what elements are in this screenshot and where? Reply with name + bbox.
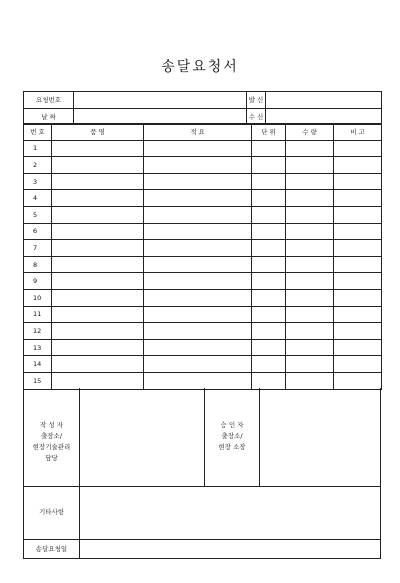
description-cell[interactable] bbox=[144, 323, 252, 340]
receiver-label: 수 신 bbox=[247, 108, 266, 125]
description-cell[interactable] bbox=[144, 289, 252, 306]
approver-label: 승 인 자 출장소/ 현장 소장 bbox=[218, 421, 246, 451]
remarks-cell[interactable] bbox=[334, 273, 382, 290]
unit-cell[interactable] bbox=[252, 256, 286, 273]
quantity-cell[interactable] bbox=[286, 306, 334, 323]
writer-label: 작 성 자 출장소/ 현장기술관리 담당 bbox=[32, 421, 71, 462]
table-row bbox=[24, 372, 382, 389]
table-row bbox=[24, 173, 382, 190]
row-number: 9 bbox=[24, 273, 52, 290]
row-number: 12 bbox=[24, 323, 52, 340]
description-cell[interactable] bbox=[144, 372, 252, 389]
description-cell[interactable] bbox=[144, 140, 252, 157]
page-title: 송달요청서 bbox=[161, 59, 239, 75]
unit-cell[interactable] bbox=[252, 339, 286, 356]
sender-label: 발 신 bbox=[247, 92, 266, 109]
unit-cell[interactable] bbox=[252, 289, 286, 306]
table-row bbox=[24, 240, 382, 257]
unit-cell[interactable] bbox=[252, 223, 286, 240]
description-cell[interactable] bbox=[144, 306, 252, 323]
row-number: 13 bbox=[24, 339, 52, 356]
row-number: 8 bbox=[24, 256, 52, 273]
writer-signature-field[interactable] bbox=[80, 388, 204, 486]
delivery-date-label: 송달요청일 bbox=[35, 545, 68, 553]
quantity-cell[interactable] bbox=[286, 206, 334, 223]
row-number: 2 bbox=[24, 157, 52, 174]
remarks-cell[interactable] bbox=[334, 306, 382, 323]
item-name-cell[interactable] bbox=[52, 273, 144, 290]
table-row bbox=[24, 289, 382, 306]
row-number: 7 bbox=[24, 240, 52, 257]
description-cell[interactable] bbox=[144, 273, 252, 290]
unit-cell[interactable] bbox=[252, 190, 286, 207]
remarks-cell[interactable] bbox=[334, 289, 382, 306]
quantity-cell[interactable] bbox=[286, 223, 334, 240]
row-number: 4 bbox=[24, 190, 52, 207]
item-name-cell[interactable] bbox=[52, 173, 144, 190]
notes-label: 기타사항 bbox=[38, 508, 65, 516]
item-name-cell[interactable] bbox=[52, 157, 144, 174]
description-cell[interactable] bbox=[144, 339, 252, 356]
description-cell[interactable] bbox=[144, 356, 252, 373]
items-table bbox=[23, 123, 382, 390]
remarks-cell[interactable] bbox=[334, 356, 382, 373]
remarks-cell[interactable] bbox=[334, 372, 382, 389]
row-number: 3 bbox=[24, 173, 52, 190]
description-cell[interactable] bbox=[144, 173, 252, 190]
remarks-cell[interactable] bbox=[334, 173, 382, 190]
table-row bbox=[24, 323, 382, 340]
unit-cell[interactable] bbox=[252, 157, 286, 174]
item-name-cell[interactable] bbox=[52, 206, 144, 223]
col-remarks: 비 고 bbox=[334, 124, 382, 141]
unit-cell[interactable] bbox=[252, 323, 286, 340]
item-name-cell[interactable] bbox=[52, 356, 144, 373]
description-cell[interactable] bbox=[144, 256, 252, 273]
quantity-cell[interactable] bbox=[286, 173, 334, 190]
request-no-label: 요청번호 bbox=[24, 92, 74, 109]
remarks-cell[interactable] bbox=[334, 256, 382, 273]
quantity-cell[interactable] bbox=[286, 323, 334, 340]
item-name-cell[interactable] bbox=[52, 289, 144, 306]
description-cell[interactable] bbox=[144, 190, 252, 207]
table-row bbox=[24, 339, 382, 356]
quantity-cell[interactable] bbox=[286, 289, 334, 306]
remarks-cell[interactable] bbox=[334, 223, 382, 240]
row-number: 6 bbox=[24, 223, 52, 240]
table-row bbox=[24, 190, 382, 207]
row-number: 14 bbox=[24, 356, 52, 373]
quantity-cell[interactable] bbox=[286, 372, 334, 389]
quantity-cell[interactable] bbox=[286, 240, 334, 257]
row-number: 10 bbox=[24, 289, 52, 306]
quantity-cell[interactable] bbox=[286, 356, 334, 373]
unit-cell[interactable] bbox=[252, 356, 286, 373]
col-description: 적 요 bbox=[144, 124, 252, 141]
date-label: 날 짜 bbox=[24, 108, 74, 125]
description-cell[interactable] bbox=[144, 240, 252, 257]
remarks-cell[interactable] bbox=[334, 206, 382, 223]
header-info-table bbox=[23, 91, 382, 125]
row-number: 11 bbox=[24, 306, 52, 323]
notes-field[interactable] bbox=[80, 487, 381, 539]
remarks-cell[interactable] bbox=[334, 157, 382, 174]
column-header-row bbox=[24, 124, 382, 141]
item-name-cell[interactable] bbox=[52, 256, 144, 273]
table-row bbox=[24, 273, 382, 290]
table-row bbox=[24, 223, 382, 240]
table-row bbox=[24, 256, 382, 273]
col-unit: 단 위 bbox=[252, 124, 286, 141]
quantity-cell[interactable] bbox=[286, 140, 334, 157]
remarks-cell[interactable] bbox=[334, 190, 382, 207]
table-row bbox=[24, 206, 382, 223]
unit-cell[interactable] bbox=[252, 173, 286, 190]
quantity-cell[interactable] bbox=[286, 190, 334, 207]
item-name-cell[interactable] bbox=[52, 140, 144, 157]
item-name-cell[interactable] bbox=[52, 339, 144, 356]
description-cell[interactable] bbox=[144, 223, 252, 240]
table-row bbox=[24, 356, 382, 373]
item-name-cell[interactable] bbox=[52, 372, 144, 389]
approver-signature-field[interactable] bbox=[260, 388, 381, 486]
col-item-name: 품 명 bbox=[52, 124, 144, 141]
quantity-cell[interactable] bbox=[286, 256, 334, 273]
request-no-row bbox=[24, 92, 382, 109]
unit-cell[interactable] bbox=[252, 240, 286, 257]
remarks-cell[interactable] bbox=[334, 339, 382, 356]
unit-cell[interactable] bbox=[252, 306, 286, 323]
approval-section bbox=[23, 388, 381, 559]
quantity-cell[interactable] bbox=[286, 273, 334, 290]
quantity-cell[interactable] bbox=[286, 157, 334, 174]
row-number: 5 bbox=[24, 206, 52, 223]
item-name-cell[interactable] bbox=[52, 190, 144, 207]
remarks-cell[interactable] bbox=[334, 240, 382, 257]
col-number: 번 호 bbox=[24, 124, 52, 141]
item-name-cell[interactable] bbox=[52, 323, 144, 340]
remarks-cell[interactable] bbox=[334, 140, 382, 157]
description-cell[interactable] bbox=[144, 157, 252, 174]
unit-cell[interactable] bbox=[252, 273, 286, 290]
delivery-date-field[interactable] bbox=[80, 540, 381, 558]
request-no-field[interactable] bbox=[74, 92, 247, 109]
unit-cell[interactable] bbox=[252, 206, 286, 223]
quantity-cell[interactable] bbox=[286, 339, 334, 356]
remarks-cell[interactable] bbox=[334, 323, 382, 340]
table-row bbox=[24, 306, 382, 323]
unit-cell[interactable] bbox=[252, 372, 286, 389]
col-quantity: 수 량 bbox=[286, 124, 334, 141]
description-cell[interactable] bbox=[144, 206, 252, 223]
sender-field[interactable] bbox=[266, 92, 382, 109]
item-name-cell[interactable] bbox=[52, 240, 144, 257]
item-name-cell[interactable] bbox=[52, 223, 144, 240]
table-row bbox=[24, 140, 382, 157]
table-row bbox=[24, 157, 382, 174]
item-name-cell[interactable] bbox=[52, 306, 144, 323]
unit-cell[interactable] bbox=[252, 140, 286, 157]
row-number: 15 bbox=[24, 372, 52, 389]
row-number: 1 bbox=[24, 140, 52, 157]
